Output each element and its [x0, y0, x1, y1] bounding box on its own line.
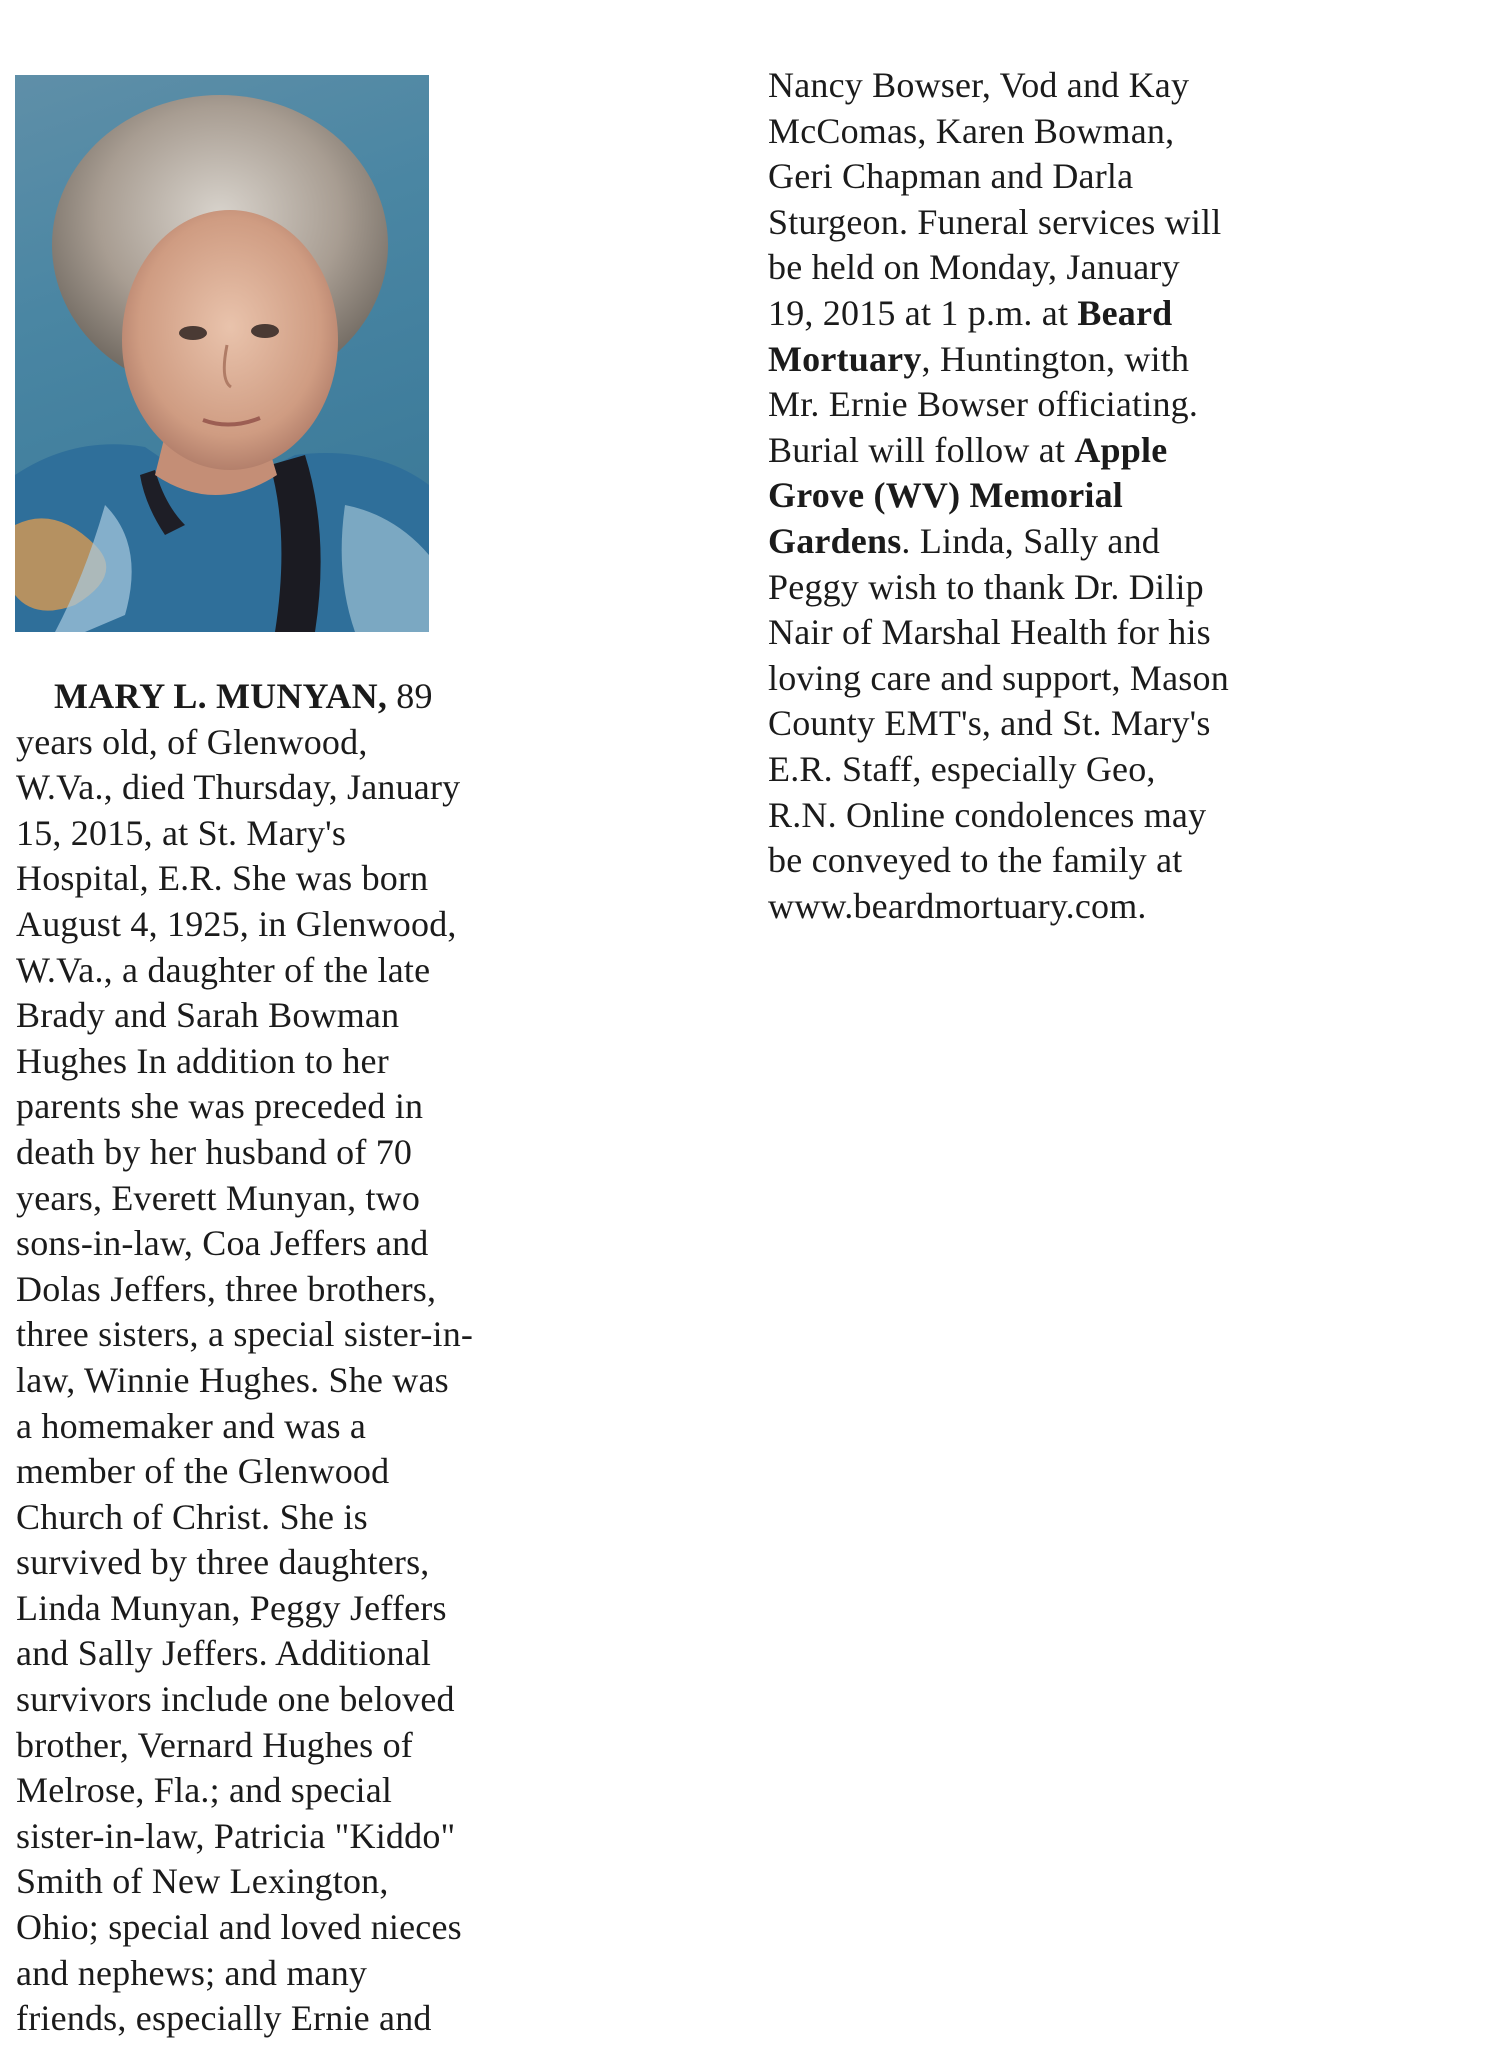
- text-line: County EMT's, and St. Mary's: [768, 703, 1211, 744]
- text-line: member of the Glenwood: [16, 1451, 390, 1492]
- text-fragment: 89: [387, 676, 433, 716]
- cemetery-name: Gardens: [768, 520, 902, 561]
- website-url: www.beardmortuary.com.: [768, 885, 1147, 926]
- text-line: Nair of Marshal Health for his: [768, 612, 1211, 653]
- text-line: sons-in-law, Coa Jeffers and: [16, 1223, 429, 1264]
- text-line: W.Va., died Thursday, January: [16, 767, 461, 808]
- text-line: parents she was preceded in: [16, 1086, 424, 1127]
- text-line: brother, Vernard Hughes of: [16, 1724, 413, 1765]
- text-line: Mr. Ernie Bowser officiating.: [768, 384, 1199, 425]
- text-line: survivors include one beloved: [16, 1679, 455, 1720]
- text-line: [16, 674, 526, 720]
- text-line: Linda Munyan, Peggy Jeffers: [16, 1587, 447, 1628]
- portrait-image: [15, 75, 429, 632]
- text-line: [768, 428, 1308, 474]
- text-line: [768, 519, 1308, 565]
- text-line: Ohio; special and loved nieces: [16, 1907, 462, 1948]
- text-line: be conveyed to the family at: [768, 840, 1183, 881]
- text-line: and Sally Jeffers. Additional: [16, 1633, 432, 1674]
- text-line: and nephews; and many: [16, 1952, 368, 1993]
- text-fragment: , Huntington, with: [921, 338, 1190, 379]
- text-line: Nancy Bowser, Vod and Kay: [768, 65, 1190, 105]
- text-line: McComas, Karen Bowman,: [768, 110, 1175, 151]
- text-line: sister-in-law, Patricia "Kiddo": [16, 1815, 456, 1856]
- obituary-left-column: [16, 674, 526, 2042]
- text-line: [768, 473, 1308, 519]
- text-line: Hughes In addition to her: [16, 1040, 389, 1081]
- text-line: Sturgeon. Funeral services will: [768, 201, 1222, 242]
- obituary-right-column: [768, 63, 1308, 929]
- text-line: R.N. Online condolences may: [768, 794, 1207, 835]
- text-line: Smith of New Lexington,: [16, 1861, 389, 1902]
- text-line: 15, 2015, at St. Mary's: [16, 812, 347, 853]
- text-line: years, Everett Munyan, two: [16, 1177, 421, 1218]
- text-line: [768, 337, 1308, 383]
- deceased-name: MARY L. MUNYAN,: [54, 676, 388, 716]
- portrait-photo: [15, 75, 429, 632]
- text-line: loving care and support, Mason: [768, 657, 1229, 698]
- cemetery-name: Apple: [1074, 429, 1168, 470]
- text-fragment: Burial will follow at: [768, 429, 1075, 470]
- text-line: Church of Christ. She is: [16, 1496, 368, 1537]
- text-line: a homemaker and was a: [16, 1405, 367, 1446]
- text-line: Brady and Sarah Bowman: [16, 995, 400, 1036]
- text-line: W.Va., a daughter of the late: [16, 949, 431, 990]
- text-line: Dolas Jeffers, three brothers,: [16, 1268, 437, 1309]
- text-line: E.R. Staff, especially Geo,: [768, 748, 1156, 789]
- text-line: survived by three daughters,: [16, 1542, 430, 1583]
- text-fragment: . Linda, Sally and: [901, 520, 1160, 561]
- text-fragment: 19, 2015 at 1 p.m. at: [768, 292, 1078, 333]
- text-line: Peggy wish to thank Dr. Dilip: [768, 566, 1204, 607]
- text-line: be held on Monday, January: [768, 247, 1180, 288]
- text-line: three sisters, a special sister-in-: [16, 1314, 474, 1355]
- text-line: years old, of Glenwood,: [16, 721, 368, 762]
- text-line: Geri Chapman and Darla: [768, 156, 1134, 197]
- mortuary-name: Beard: [1077, 292, 1173, 333]
- cemetery-name: Grove (WV) Memorial: [768, 475, 1124, 516]
- text-line: friends, especially Ernie and: [16, 1998, 432, 2039]
- text-line: law, Winnie Hughes. She was: [16, 1359, 449, 1400]
- text-line: Hospital, E.R. She was born: [16, 858, 429, 899]
- text-line: August 4, 1925, in Glenwood,: [16, 903, 457, 944]
- text-line: death by her husband of 70: [16, 1131, 413, 1172]
- mortuary-name: Mortuary: [768, 338, 922, 379]
- text-line: Melrose, Fla.; and special: [16, 1770, 393, 1811]
- text-line: [768, 291, 1308, 337]
